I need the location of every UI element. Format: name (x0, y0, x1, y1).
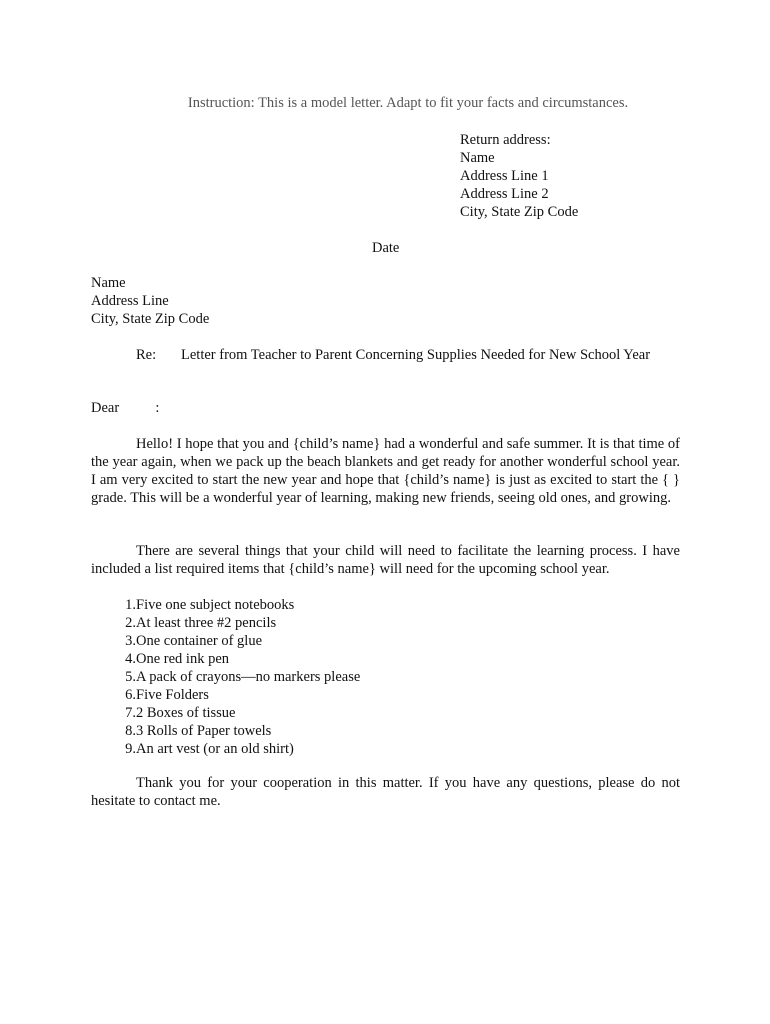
paragraph-closing: Thank you for your cooperation in this matter. If you have any questions, please do not hesitate to contact me. (91, 775, 680, 809)
list-item (108, 596, 360, 614)
recipient-address-block (91, 274, 209, 328)
list-item (108, 704, 360, 722)
recipient-name: Name (91, 275, 126, 291)
list-item-number: 7. (125, 705, 136, 721)
list-item-text: At least three #2 pencils (136, 615, 277, 631)
list-item (108, 668, 360, 686)
paragraph-greeting: Hello! I hope that you and {child’s name} had a wonderful and safe summer. It is that time of the year again, when we pack up the beach blankets and get ready for another wonderful school year. I am very excited to start the new year and hope that {child’s name} is just as excited to start the { } grade. This will be a wonderful year of learning, making new friends, seeing old ones, and growing. (91, 436, 680, 506)
list-item-number: 2. (125, 615, 136, 631)
return-address-block (460, 131, 578, 221)
list-item-number: 4. (125, 651, 136, 667)
list-item-number: 8. (125, 723, 136, 739)
list-item (108, 632, 360, 650)
list-item-number: 5. (125, 669, 136, 685)
list-item (108, 650, 360, 668)
list-item-number: 6. (125, 687, 136, 703)
return-address-city-state-zip: City, State Zip Code (460, 204, 579, 220)
list-item-number: 1. (125, 597, 136, 613)
list-item-text: One container of glue (136, 633, 263, 649)
supply-list (108, 596, 360, 758)
list-item-text: 3 Rolls of Paper towels (136, 723, 272, 739)
list-item-text: One red ink pen (136, 651, 230, 667)
list-item (108, 722, 360, 740)
list-item-text: 2 Boxes of tissue (136, 705, 236, 721)
list-item (108, 686, 360, 704)
return-address-line-2: Address Line 2 (460, 186, 549, 202)
list-item-text: Five one subject notebooks (136, 597, 295, 613)
salutation: Dear : (91, 400, 160, 416)
list-item-text: An art vest (or an old shirt) (136, 741, 294, 757)
return-address-heading: Return address: (460, 132, 551, 148)
letter-date: Date (372, 240, 400, 256)
list-item (108, 740, 360, 758)
subject-label: Re: (136, 347, 157, 363)
list-item-number: 3. (125, 633, 136, 649)
subject-line (136, 346, 650, 364)
return-address-line-1: Address Line 1 (460, 168, 549, 184)
recipient-address-line: Address Line (91, 293, 169, 309)
list-item (108, 614, 360, 632)
instruction-note: Instruction: This is a model letter. Adapt to fit your facts and circumstances. (187, 95, 629, 111)
recipient-city-state-zip: City, State Zip Code (91, 311, 210, 327)
list-item-text: A pack of crayons—no markers please (136, 669, 361, 685)
subject-text: Letter from Teacher to Parent Concerning Supplies Needed for New School Year (181, 347, 651, 363)
list-item-number: 9. (125, 741, 136, 757)
paragraph-supplies-intro: There are several things that your child will need to facilitate the learning process. I have included a list required items that {child’s name} will need for the upcoming school year. (91, 543, 680, 577)
return-address-name: Name (460, 150, 495, 166)
list-item-text: Five Folders (136, 687, 209, 703)
